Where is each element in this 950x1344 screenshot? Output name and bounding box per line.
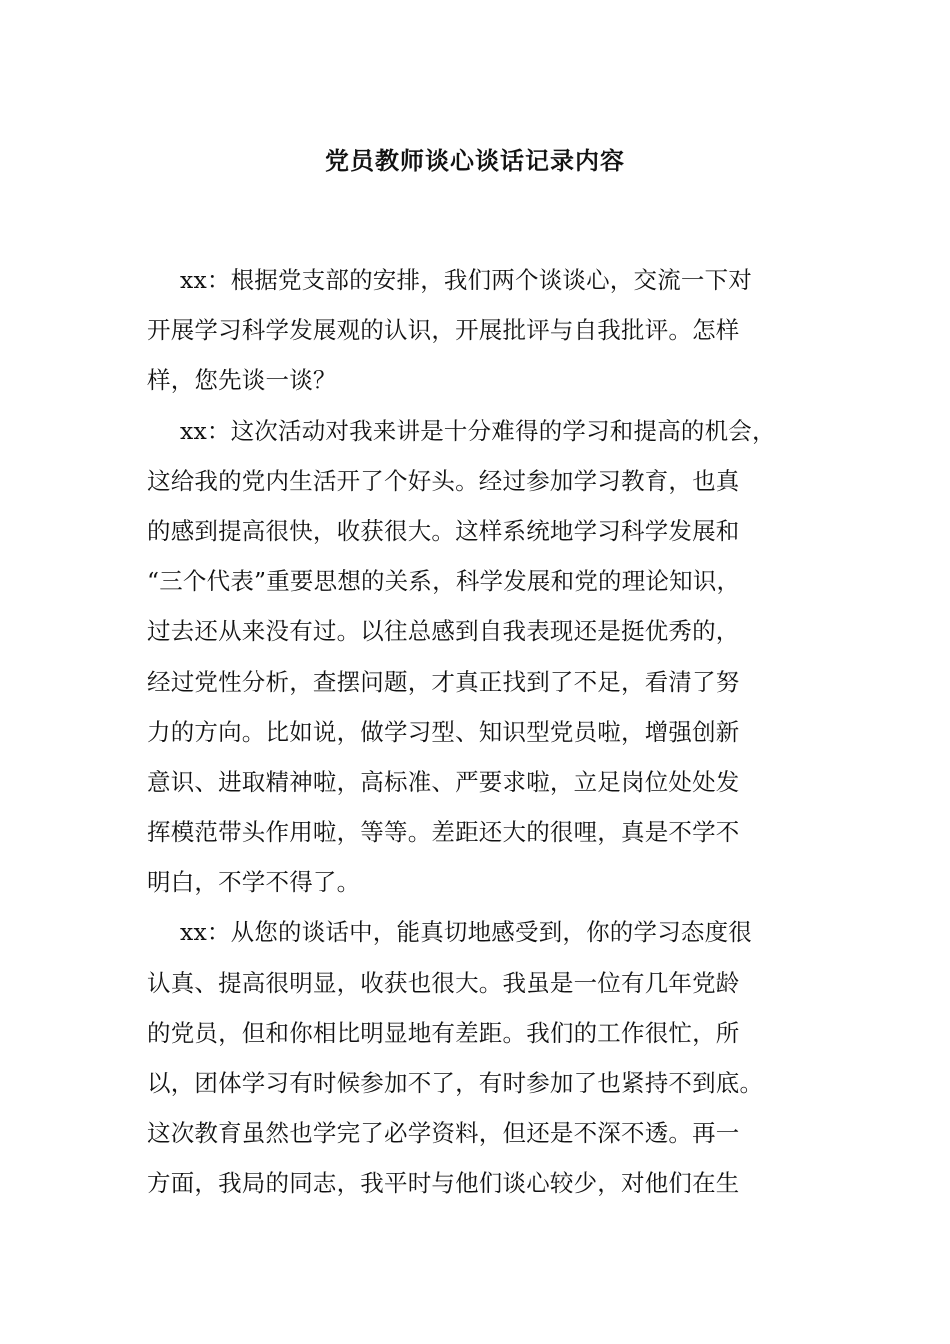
paragraph-3-line-4: 以，团体学习有时候参加不了，有时参加了也紧持不到底。 — [147, 1069, 764, 1097]
paragraph-2-line-8: 意识、进取精神啦，高标准、严要求啦，立足岗位处处发 — [147, 767, 740, 796]
paragraph-3-line-1: xx：从您的谈话中，能真切地感受到，你的学习态度很 — [180, 918, 753, 947]
paragraph-1-line-2: 开展学习科学发展观的认识，开展批评与自我批评。怎样 — [147, 316, 740, 345]
paragraph-2-line-1: xx：这次活动对我来讲是十分难得的学习和提高的机会， — [180, 416, 776, 445]
paragraph-2-line-9: 挥模范带头作用啦，等等。差距还大的很哩，真是不学不 — [147, 818, 740, 847]
paragraph-2-line-5: 过去还从来没有过。以往总感到自我表现还是挺优秀的， — [147, 617, 740, 646]
body-text — [147, 255, 803, 1209]
paragraph-1-line-3: 样，您先谈一谈？ — [147, 366, 337, 395]
paragraph-3-line-3: 的党员，但和你相比明显地有差距。我们的工作很忙，所 — [147, 1018, 740, 1047]
paragraph-2-line-10: 明白，不学不得了。 — [147, 868, 361, 897]
paragraph-2-line-3: 的感到提高很快，收获很大。这样系统地学习科学发展和 — [147, 516, 740, 545]
paragraph-3-line-5: 这次教育虽然也学完了必学资料，但还是不深不透。再一 — [147, 1119, 740, 1148]
page-title: 党员教师谈心谈话记录内容 — [325, 146, 625, 175]
paragraph-2-line-7: 力的方向。比如说，做学习型、知识型党员啦，增强创新 — [147, 717, 740, 746]
paragraph-3-line-2: 认真、提高很明显，收获也很大。我虽是一位有几年党龄 — [147, 968, 740, 997]
paragraph-1-line-1: xx：根据党支部的安排，我们两个谈谈心，交流一下对 — [180, 266, 753, 294]
paragraph-2-line-6: 经过党性分析，查摆问题，才真正找到了不足，看清了努 — [147, 667, 740, 696]
paragraph-2-line-4: “三个代表”重要思想的关系，科学发展和党的理论知识， — [147, 567, 741, 596]
paragraph-2-line-2: 这给我的党内生活开了个好头。经过参加学习教育，也真 — [147, 466, 740, 495]
paragraph-3-line-6: 方面，我局的同志，我平时与他们谈心较少，对他们在生 — [147, 1169, 740, 1198]
